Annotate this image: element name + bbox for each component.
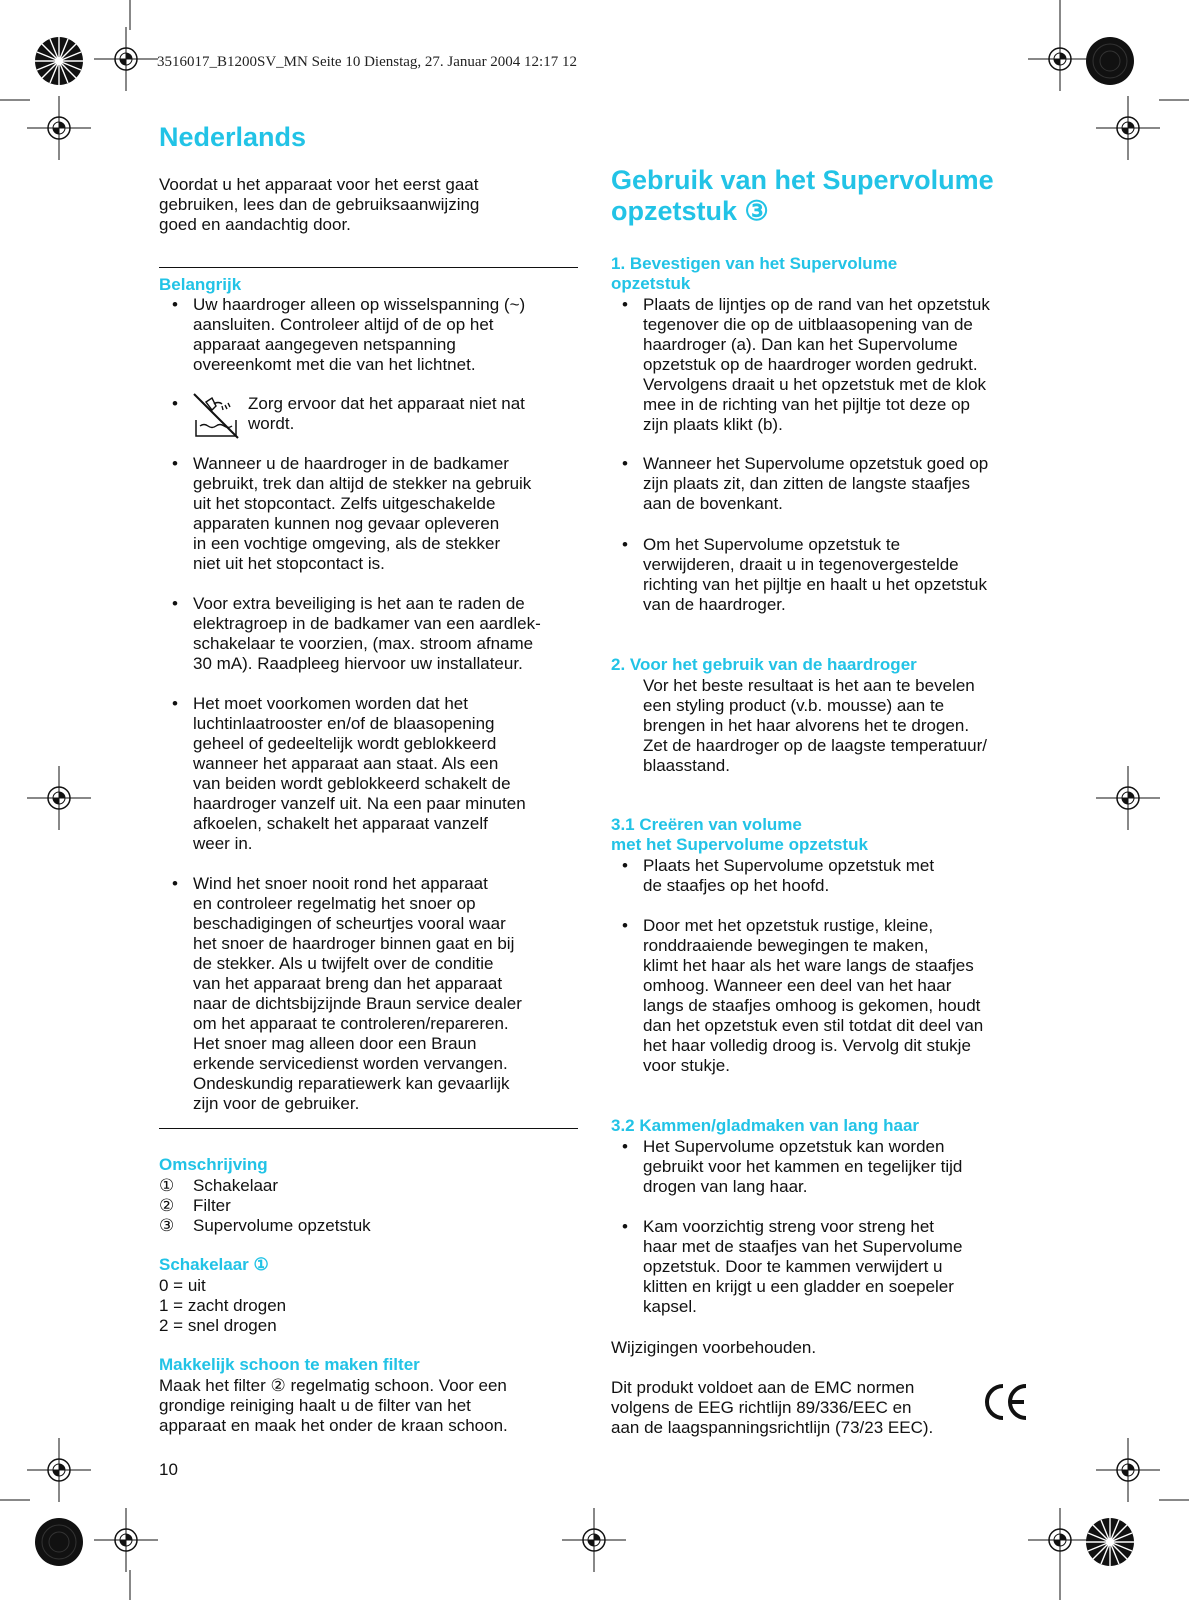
bullet-dot: • — [172, 694, 178, 713]
divider — [159, 267, 578, 268]
step-3-2-bullet-1: Het Supervolume opzetstuk kan worden gebruikt voor het kammen en tegelijker tijd drogen van lang haar. — [643, 1137, 963, 1196]
item-number: ③ — [159, 1216, 175, 1235]
switch-heading: Schakelaar ① — [159, 1255, 269, 1274]
changes-notice: Wijzigingen voorbehouden. — [611, 1338, 817, 1357]
item-label: Schakelaar — [193, 1176, 279, 1195]
important-bullet-4: Voor extra beveiliging is het aan te raden de elektragroep in de badkamer van een aardlek- schakelaar te voorzien, (max. stroom afname 30 mA). Raadpleeg hiervoor uw installateur. — [193, 594, 541, 673]
step-3-2-heading: 3.2 Kammen/gladmaken van lang haar — [611, 1116, 920, 1135]
filter-heading: Makkelijk schoon te maken filter — [159, 1355, 420, 1374]
important-bullet-3: Wanneer u de haardroger in de badkamer gebruikt, trek dan altijd de stekker na gebruik uit het stopcontact. Zelfs uitgeschakelde apparaten kunnen nog gevaar opleveren in een vochtige omgeving, als de stekker niet uit het stopcontact is. — [193, 454, 532, 573]
item-label: Filter — [193, 1196, 231, 1215]
important-bullet-5: Het moet voorkomen worden dat het luchtinlaatrooster en/of de blaasopening geheel of gedeeltelijk wordt geblokkeerd wanneer het apparaat aan staat. Als een van beiden wordt geblokkeerd schakelt de haardroger vanzelf uit. Na een paar minuten afkoelen, schakelt het apparaat vanzelf weer in. — [193, 694, 526, 853]
print-header: 3516017_B1200SV_MN Seite 10 Dienstag, 27. Januar 2004 12:17 12 — [157, 54, 577, 70]
description-list — [159, 1176, 559, 1236]
filter-text: Maak het filter ② regelmatig schoon. Voor een grondige reiniging haalt u de filter van het apparaat en maak het onder de kraan schoon. — [159, 1376, 508, 1435]
bullet-dot: • — [622, 916, 628, 935]
page-title: Nederlands — [159, 122, 307, 152]
emc-compliance-text: Dit produkt voldoet aan de EMC normen volgens de EEG richtlijn 89/336/EEC en aan de laagspanningsrichtlijn (73/23 EEC). — [611, 1378, 934, 1437]
step-1-heading: 1. Bevestigen van het Supervolume opzetstuk — [611, 254, 898, 293]
section-title: Gebruik van het Supervolume opzetstuk ③ — [611, 165, 994, 226]
description-heading: Omschrijving — [159, 1155, 268, 1174]
bullet-dot: • — [622, 1217, 628, 1236]
step-1-bullet-2: Wanneer het Supervolume opzetstuk goed op zijn plaats zit, dan zitten de langste staafjes aan de bovenkant. — [643, 454, 989, 513]
step-3-1-heading: 3.1 Creëren van volume met het Supervolume opzetstuk — [611, 815, 868, 854]
important-bullet-1: Uw haardroger alleen op wisselspanning (~) aansluiten. Controleer altijd of de op het apparaat aangegeven netspanning overeenkomt met die van het lichtnet. — [193, 295, 526, 374]
divider — [159, 1128, 578, 1129]
step-3-1-bullet-2: Door met het opzetstuk rustige, kleine, ronddraaiende bewegingen te maken, klimt het haar als het ware langs de staafjes omhoog. Wanneer een deel van het haar langs de staafjes omhoog is gekomen, houdt dan het opzetstuk even stil totdat dit deel van het haar volledig droog is. Vervolg dit stukje voor stukje. — [643, 916, 984, 1075]
step-2-heading: 2. Voor het gebruik van de haardroger — [611, 655, 917, 674]
bullet-dot: • — [172, 454, 178, 473]
bullet-dot: • — [172, 295, 178, 314]
bullet-dot: • — [622, 454, 628, 473]
important-bullet-2: Zorg ervoor dat het apparaat niet nat wordt. — [248, 394, 525, 433]
item-number: ② — [159, 1196, 175, 1215]
ce-mark-icon — [982, 1378, 1030, 1431]
bullet-dot: • — [622, 535, 628, 554]
important-bullet-6: Wind het snoer nooit rond het apparaat en controleer regelmatig het snoer op beschadigingen of scheurtjes vooral waar het snoer de haardroger binnen gaat en bij de stekker. Als u twijfelt over de conditie van het apparaat breng dan het apparaat naar de dichtsbijzijnde Braun service dealer om het apparaat te controleren/repareren. Het snoer mag alleen door een Braun erkende servicedienst worden vervangen. Ondeskundig reparatiewerk kan gevaarlijk zijn voor de gebruiker. — [193, 874, 522, 1113]
bullet-dot: • — [172, 394, 178, 413]
bullet-dot: • — [172, 874, 178, 893]
no-water-warning-icon — [192, 392, 240, 445]
step-1-bullet-3: Om het Supervolume opzetstuk te verwijderen, draait u in tegenovergestelde richting van het pijltje en haalt u het opzetstuk van de haardroger. — [643, 535, 987, 614]
important-heading: Belangrijk — [159, 275, 242, 294]
step-3-2-bullet-2: Kam voorzichtig streng voor streng het haar met de staafjes van het Supervolume opzetstuk. Door te kammen verwijdert u klitten en krijgt u een gladder en soepeler kapsel. — [643, 1217, 963, 1316]
bullet-dot: • — [622, 856, 628, 875]
bullet-dot: • — [622, 295, 628, 314]
step-3-1-bullet-1: Plaats het Supervolume opzetstuk met de staafjes op het hoofd. — [643, 856, 935, 895]
item-number: ① — [159, 1176, 175, 1195]
page-number: 10 — [159, 1460, 178, 1479]
step-1-bullet-1: Plaats de lijntjes op de rand van het opzetstuk tegenover die op de uitblaasopening van de haardroger (a). Dan kan het Supervolume opzetstuk op de haardroger worden gedrukt. Vervolgens draait u het opzetstuk met de klok mee in de richting van het pijltje tot deze op zijn plaats klikt (b). — [643, 295, 990, 434]
intro-text: Voordat u het apparaat voor het eerst gaat gebruiken, lees dan de gebruiksaanwijzing goed en aandachtig door. — [159, 175, 480, 234]
switch-settings: 0 = uit 1 = zacht drogen 2 = snel drogen — [159, 1276, 287, 1335]
bullet-dot: • — [172, 594, 178, 613]
step-2-text: Vor het beste resultaat is het aan te bevelen een styling product (v.b. mousse) aan te brengen in het haar alvorens het te drogen. Zet de haardroger op de laagste temperatuur/ blaasstand. — [643, 676, 987, 775]
bullet-dot: • — [622, 1137, 628, 1156]
item-label: Supervolume opzetstuk — [193, 1216, 371, 1235]
